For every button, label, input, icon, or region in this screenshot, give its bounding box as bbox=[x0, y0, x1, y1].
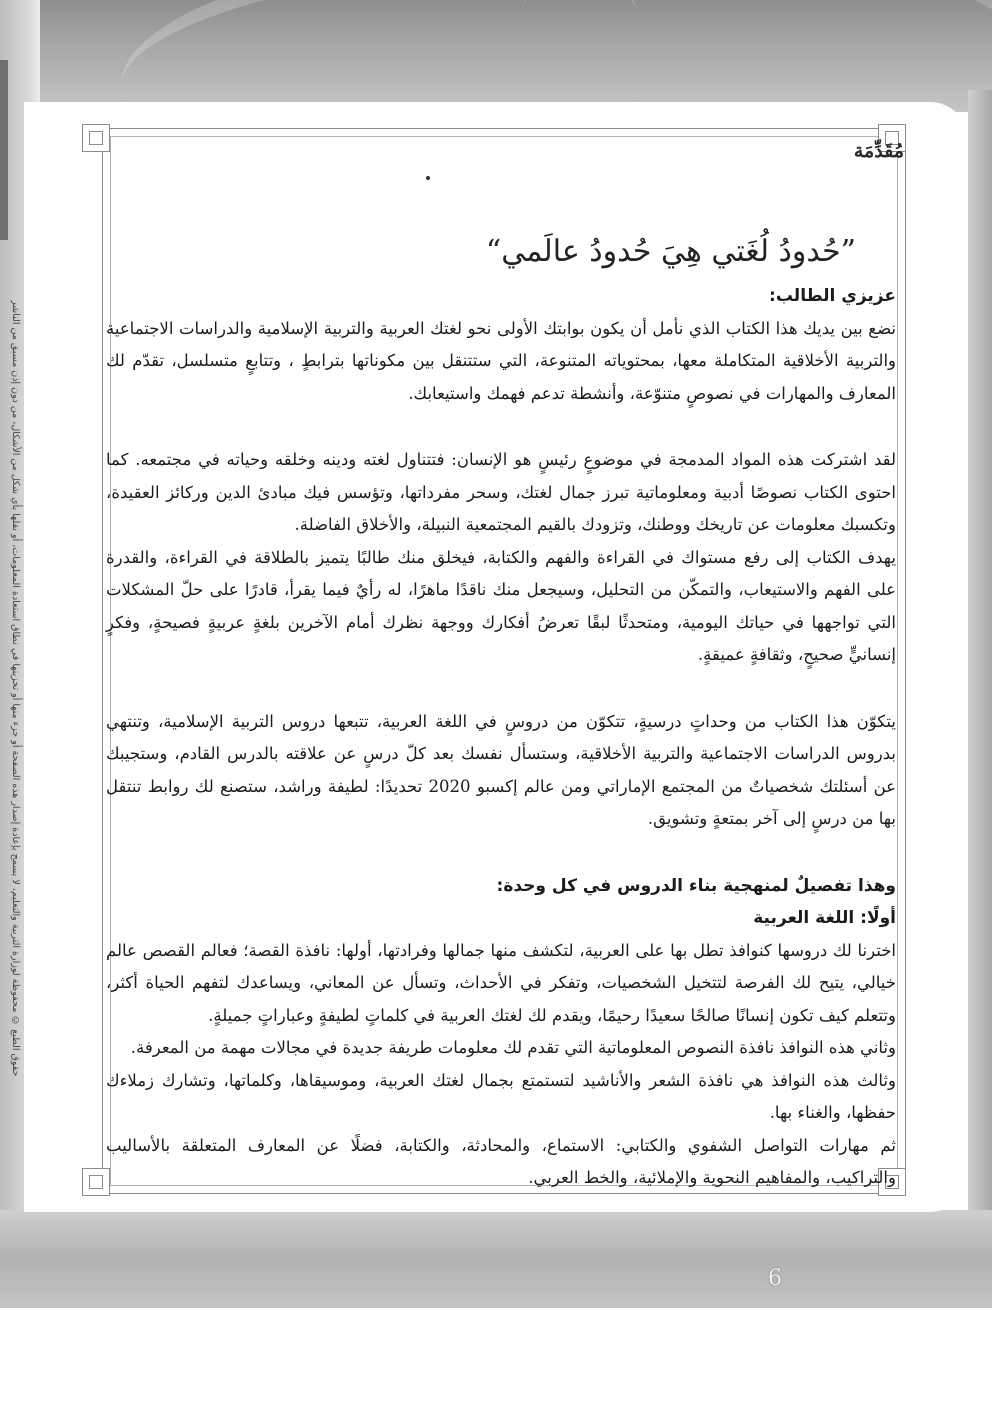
paragraph: نضع بين يديك هذا الكتاب الذي نأمل أن يكون بوابتك الأولى نحو لغتك العربية والتربية الإسلامية والدراسات الاجتماعية والتربية الأخلاقية المتكاملة معها، بمحتوياته المتنوعة، التي ستتنقل بين مكوناتها بترابطٍ ، وتتابعٍ متسلسل، تقدّم لك المعارف والمهارات في نصوصٍ متنوّعة، وأنشطة تدعم فهمك واستيعابك. bbox=[106, 318, 896, 403]
copyright-side-note: حقوق الطبع © محفوظة لوزارة التربية والتعليم، لا يسمح بإعادة إصدار هذه الصفحة أو جزء منها أو تخزينها في نطاق استعادة المعلومات، أو نقلها بأي شكل من الأشكال، من دون إذن مسبق من الناشر bbox=[10, 300, 21, 1077]
paragraph: لقد اشتركت هذه المواد المدمجة في موضوعٍ رئيسٍ هو الإنسان: فتتناول لغته ودينه وخلقه وحياته في مجتمعه. كما احتوى الكتاب نصوصًا أدبية ومعلوماتية تبرز جمال لغتك، وسحر مفرداتها، وتؤسس فيك مبادئ الدين وركائز العقيدة، وتكسبك معلومات عن تاريخك ووطنك، وتزودك بالقيم المجتمعية النبيلة، والأخلاق الفاضلة. bbox=[106, 450, 896, 534]
paragraph: يتكوّن هذا الكتاب من وحداتٍ درسيةٍ، تتكوّن من دروسٍ في اللغة العربية، تتبعها دروس التربية الإسلامية، وتنتهي بدروس الدراسات الاجتماعية والتربية الأخلاقية، وستسأل نفسك بعد كلّ درسٍ عن علاقته بالدرس القادم، وستجيبك عن أسئلتك شخصياتٌ من المجتمع الإماراتي ومن عالم إكسبو 2020 تحديدًا: لطيفة وراشد، ستصنع لك روابط تنتقل بها من درسٍ إلى آخر بمتعةٍ وتشويق. bbox=[106, 711, 896, 828]
paragraph: وثاني هذه النوافذ نافذة النصوص المعلوماتية التي تقدم لك معلومات طريفة جديدة في مجالات مهمة من المعرفة. bbox=[130, 1038, 896, 1057]
dot-mark bbox=[426, 176, 430, 180]
left-edge-shadow bbox=[0, 60, 8, 240]
frame-corner-ornament bbox=[82, 124, 110, 152]
epigraph-quote: ”حُدودُ لُغَتي هِيَ حُدودُ عالَمي“ bbox=[485, 234, 856, 269]
arabic-section-heading: أولًا: اللغة العربية bbox=[753, 908, 896, 928]
paragraph: ثم مهارات التواصل الشفوي والكتابي: الاستماع، والمحادثة، والكتابة، فضلًا عن المعارف المتعلقة بالأساليب والتراكيب، والمفاهيم النحوية والإملائية، والخط العربي. bbox=[106, 1135, 896, 1187]
paragraph: وثالث هذه النوافذ هي نافذة الشعر والأناشيد لتستمتع بجمال لغتك العربية، وموسيقاها، وكلماتها، وتشارك زملاءك حفظها، والغناء بها. bbox=[106, 1070, 896, 1122]
paragraph: يهدف الكتاب إلى رفع مستواك في القراءة والفهم والكتابة، فيخلق منك طالبًا يتميز بالطلاقة في القراءة، والقدرة على الفهم والاستيعاب، والتمكّن من التحليل، وسيجعل منك ناقدًا ماهرًا، له رأيٌ فيما يقرأ، قادرًا على حلّ المشكلات التي تواجهها في حياتك اليومية، ومتحدثًا لبقًا تعرضُ أفكارك ووجهة نظرك أمام الآخرين بلغةٍ عربيةٍ فصيحةٍ، وفكرٍ إنسانيٍّ صحيحٍ، وثقافةٍ عميقةٍ. bbox=[106, 547, 896, 664]
page-number: 6 bbox=[768, 1266, 782, 1291]
intro-text bbox=[106, 280, 896, 1195]
method-heading: وهذا تفصيلٌ لمنهجية بناء الدروس في كل وحدة: bbox=[496, 875, 896, 896]
right-decorative-band bbox=[968, 90, 992, 1300]
bottom-decorative-band bbox=[0, 1210, 992, 1308]
greeting-heading: عزيزي الطالب: bbox=[769, 286, 896, 306]
paragraph: اخترنا لك دروسها كنوافذ تطل بها على العربية، لتكشف منها جمالها وفرادتها، أولها: نافذة القصة؛ فعالم القصص عالم خيالي، يتيح لك الفرصة لتتخيل الشخصيات، وتفكر في الأحداث، وتسأل عن المعاني، ويساعدك لتفهم الحياة أكثر، وتتعلم كيف تكون إنسانًا صالحًا سعيدًا رحيمًا، ويقدم لك لغتك العربية في كلماتٍ لطيفةٍ وعباراتٍ جميلةٍ. bbox=[106, 940, 896, 1025]
section-title: مُقَدِّمَة bbox=[853, 140, 904, 162]
top-decorative-band bbox=[0, 0, 992, 112]
